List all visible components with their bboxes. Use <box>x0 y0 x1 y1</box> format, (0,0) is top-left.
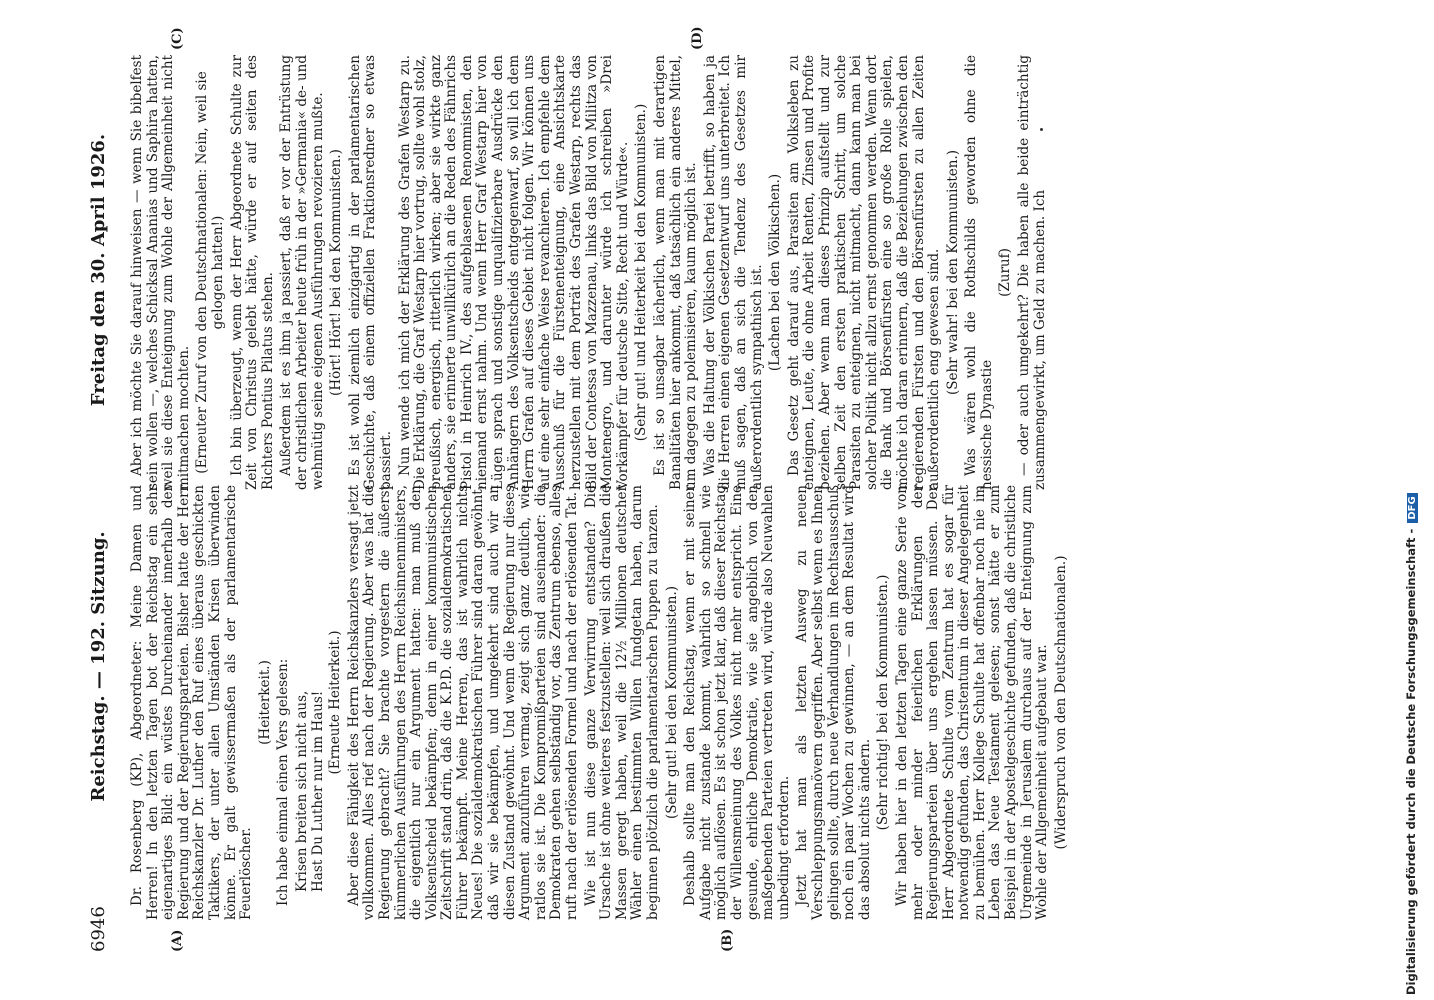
credit-text: Digitalisierung gefördert durch die Deutsche Forschungsgemeinschaft - <box>1404 528 1418 995</box>
session-title: Reichstag. — 192. Sitzung. <box>88 531 109 802</box>
session-date: Freitag den 30. April 1926. <box>88 133 109 407</box>
left-verse-line: Krisen breiten sich nicht aus, <box>293 690 310 892</box>
left-paragraph: Ich habe einmal einen Vers gelesen: <box>275 658 292 906</box>
margin-mark-a: (A) <box>170 929 185 952</box>
left-paragraph: Aber diese Fähigkeit des Herrn Reichskanzlers versagt jetzt vollkommen. Alles rief nach der Regierung. Aber was hat die Regierung gebracht? Sie brachte vorgestern die äußerst kümmerlichen Ausführungen des Herrn Reichsinnenministers, die eigentlich nur ein Argument hatten: man muß den Volksentscheid bekämpfen; denn in einer kommunistischen Zeitschrift stand drin, daß die K.P.D. die sozialdemokratischen Führer bekämpft. Meine Herren, das ist wahrlich nichts Neues! Die sozialdemokratischen Führer sind daran gewöhnt, daß wir sie bekämpfen, und umgekehrt sind auch wir an diesen Zustand gewöhnt. Und wenn die Regierung nur dieses Argument anzuführen vermag, zeigt sich ganz deutlich, wie ratlos sie ist. Die Kompromißparteien sind auseinander: die Demokraten gehen selbständig vor, das Zentrum ebenso, alles ruft nach der erlösenden Formel und nach der erlösenden Tat. <box>345 485 581 920</box>
dfg-badge: DFG <box>1407 493 1418 522</box>
left-column <box>130 485 1072 920</box>
left-paragraph: Deshalb sollte man den Reichstag, wenn er mit seiner Aufgabe nicht zustande kommt, wahrlich so schnell wie möglich auflösen. Es ist schon jetzt klar, daß dieser Reichstag der Willensmeinung des Volkes nicht mehr entspricht. Eine gesunde, ehrliche Demokratie, wie sie angeblich von den maßgebenden Parteien vertreten wird, würde also Neuwahlen unbedingt erfordern. <box>682 485 792 920</box>
right-interjection: (Lachen bei den Völkischen.) <box>767 173 784 372</box>
left-interjection: (Erneute Heiterkeit.) <box>327 630 344 775</box>
right-paragraph: — oder auch umgekehrt? Die haben alle beide einträchtig zusammengewirkt, um Geld zu machen. Ich <box>1016 55 1048 490</box>
margin-mark-b: (B) <box>720 928 735 952</box>
left-interjection: (Widerspruch von den Deutschnationalen.) <box>1052 555 1069 850</box>
right-paragraph: Ich bin überzeugt, wenn der Herr Abgeordnete Schulte zur Zeit von Christus gelebt hätte, würde er auf seiten des Richters Pontius Pilatus stehen. <box>228 55 276 490</box>
right-paragraph: Außerdem ist es ihm ja passiert, daß er vor der Entrüstung der christlichen Arbeiter heute früh in der »Germania« de- und wehmütig seine eigenen Ausführungen revozieren mußte. <box>278 55 326 490</box>
header-right <box>88 50 122 490</box>
right-paragraph: Nun wende ich mich der Erklärung des Grafen Westarp zu. Die Erklärung, die Graf Westarp hier vortrug, sollte wohl stolz, preußisch, energisch, ritterlich wirken; aber sie wirkte ganz anders, sie erinnerte unwillkürlich an die Reden des Fähnrichs Pistol in Heinrich IV., des aufgeblasenen Renommisten, den niemand ernst nahm. Und wenn Herr Graf Westarp hier von Lügen sprach und sonstige unqualifizierbare Ausdrücke den Anhängern des Volksentscheids entgegenwarf, so will ich dem Herrn Grafen auf dieses Gebiet nicht folgen. Wir können uns auf eine sehr einfache Weise revanchieren. Ich empfehle dem Ausschuß für die Fürstenenteignung, eine Ansichtskarte herzustellen mit dem Porträt des Grafen Westarp, rechts das Bild der Contessa von Mazzenau, links das Bild von Militza von Montenegro, und darunter würde ich schreiben »Drei Vorkämpfer für deutsche Sitte, Recht und Würde«. <box>396 55 631 490</box>
left-paragraph: Jetzt hat man als letzten Ausweg zu neuen Verschleppungsmanövern gegriffen. Aber selbst wenn es Ihnen gelingen sollte, durch neue Verhandlungen im Rechtsausschuß noch ein paar Wochen zu gewinnen, — an dem Resultat wird das absolut nichts ändern. <box>794 485 873 920</box>
margin-mark-c: (C) <box>170 27 185 50</box>
page-number: 6946 <box>88 906 109 952</box>
left-interjection: (Sehr gut! bei den Kommunisten.) <box>663 585 680 820</box>
left-paragraph: Wir haben hier in den letzten Tagen eine ganze Serie von mehr oder minder feierlichen Erklärungen der Regierungsparteien über uns ergehen lassen müssen. Der Herr Abgeordnete Schulte vom Zentrum hat es sogar für notwendig gefunden, das Christentum in dieser Angelegenheit zu bemühen. Herr Kollege Schulte hat offenbar noch nie im Leben das Neue Testament gelesen; sonst hätte er zum Beispiel in der Apostelgeschichte gefunden, daß die christliche Urgemeinde in Jerusalem durchaus auf der Enteignung zum Wohle der Allgemeinheit aufgebaut war. <box>893 485 1051 920</box>
digitization-credit <box>1404 5 1426 995</box>
right-interjection: (Erneuter Zuruf von den Deutschnationalen: Nein, weil sie gelogen hatten!) <box>194 71 226 474</box>
right-interjection: (Hört! Hört! bei den Kommunisten.) <box>328 149 345 396</box>
left-verse-line: Hast Du Luther nur im Haus! <box>309 690 326 892</box>
right-paragraph: Aber ich möchte Sie darauf hinweisen — wenn Sie bibelfest sein wollen —, welches Schicksal Ananias und Saphira hatten, weil sie diese Enteignung zum Wohle der Allgemeinheit nicht mitmachen mochten. <box>129 55 192 490</box>
margin-mark-d: (D) <box>690 26 705 50</box>
right-interjection: (Zuruf) <box>997 248 1014 297</box>
left-paragraph: Dr. Rosenberg (KP), Abgeordneter: Meine Damen und Herren! In den letzten Tagen bot der Reichstag ein sehr eigenartiges Bild: ein wüstes Durcheinander innerhalb der Regierung und der Regierungsparteien. Bisher hatte der Herr Reichskanzler Dr. Luther den Ruf eines überaus geschickten Taktikers, der unter allen Umständen Krisen überwinden könne. Er galt gewissermaßen als der parlamentarische Feuerlöscher. <box>129 485 255 920</box>
right-paragraph: Es ist wohl ziemlich einzigartig in der parlamentarischen Geschichte, daß einem offiziellen Fraktionsredner so etwas passiert. <box>346 55 394 490</box>
left-interjection: (Heiterkeit.) <box>256 660 273 745</box>
speck <box>1040 128 1043 131</box>
left-paragraph: Wie ist nun diese ganze Verwirrung entstanden? Die Ursache ist ohne weiteres festzustellen: weil sich draußen die Massen geregt haben, weil die 12½ Millionen deutscher Wähler einen bestimmten Willen fundgetan haben, darum beginnen plötzlich die parlamentarischen Puppen zu tanzen. <box>582 485 661 920</box>
right-paragraph: Was die Haltung der Völkischen Partei betrifft, so haben ja die Herren einen eigenen Gesetzentwurf uns unterbreitet. Ich muß sagen, daß an sich die Tendenz des Gesetzes mir außerordentlich sympathisch ist. <box>701 55 765 490</box>
right-paragraph: Was wären wohl die Rothschilds geworden ohne die hessische Dynastie <box>963 55 995 490</box>
right-paragraph: Es ist so unsagbar lächerlich, wenn man mit derartigen Banalitäten hier ankommt, daß tatsächlich ein anderes Mittel, um dagegen zu polemisieren, kaum möglich ist. <box>652 55 700 490</box>
right-column <box>130 55 1051 490</box>
header-left <box>88 512 122 952</box>
right-interjection: (Sehr wahr! bei den Kommunisten.) <box>944 149 961 396</box>
right-interjection: (Sehr gut! und Heiterkeit bei den Kommunisten.) <box>633 103 650 442</box>
right-paragraph: Das Gesetz geht darauf aus, Parasiten am Volksleben zu enteignen, Leute, die ohne Arbeit Renten, Zinsen und Profite beziehen. Aber wenn man dieses Prinzip aufstellt und zur selben Zeit den ersten praktischen Schritt, um solche Parasiten zu enteignen, nicht mitmacht, dann kann man bei solcher Politik nicht allzu ernst genommen werden. Wenn dort die Bank und Börsenfürsten eine so große Rolle spielen, möchte ich daran erinnern, daß die Beziehungen zwischen den regierenden Fürsten und den Börsenfürsten zu allen Zeiten außerordentlich eng gewesen sind. <box>785 55 943 490</box>
left-interjection: (Sehr richtig! bei den Kommunisten.) <box>875 574 892 831</box>
